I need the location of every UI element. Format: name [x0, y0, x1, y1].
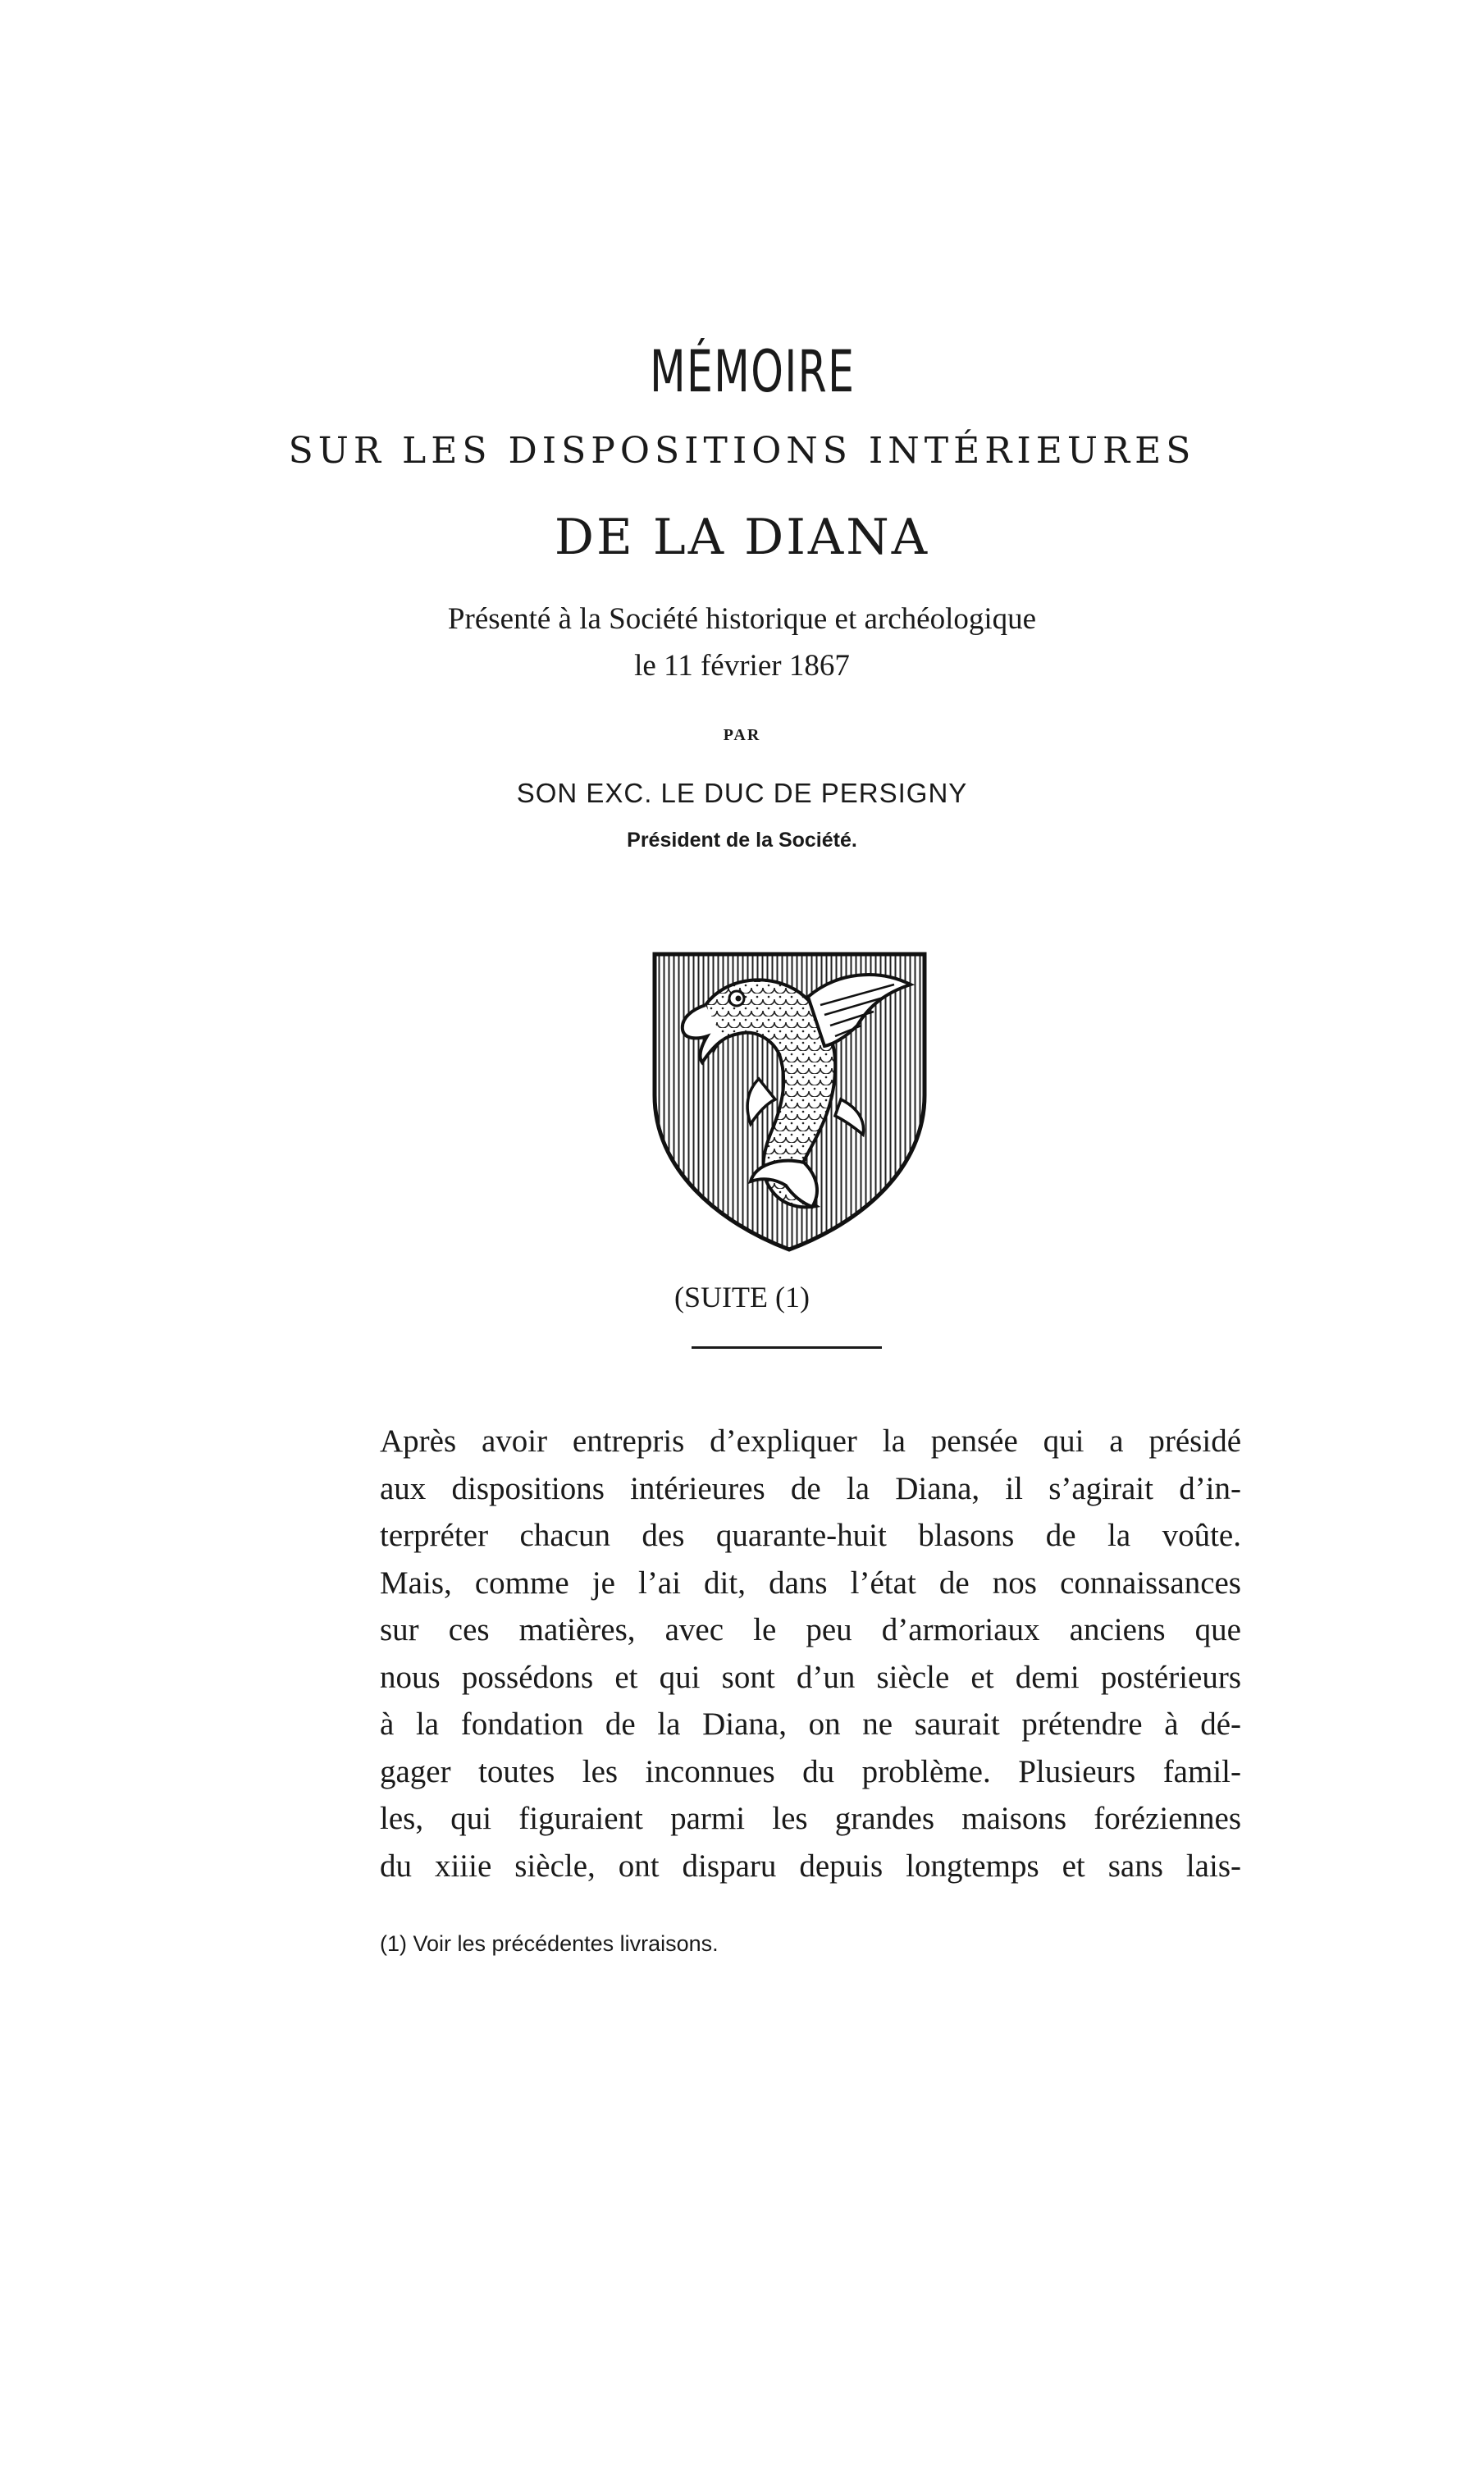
author-name: SON EXC. LE DUC DE PERSIGNY: [516, 778, 968, 808]
presentation-line: Présenté à la Société historique et archéologique: [447, 602, 1037, 636]
body-paragraph: [380, 1418, 1241, 1889]
body-line: nous possédons et qui sont d’un siècle et demi postérieurs: [380, 1659, 1241, 1695]
footnote-reference: (1): [775, 1281, 810, 1314]
body-line: à la fondation de la Diana, on ne saurait prétendre à dé-: [380, 1706, 1241, 1742]
body-line: aux dispositions intérieures de la Diana, il s’agirait d’in-: [380, 1470, 1241, 1506]
section-divider: [692, 1346, 882, 1349]
suite-word: SUITE: [684, 1281, 768, 1314]
suite-label: (SUITE (1): [674, 1281, 810, 1314]
body-line: les, qui figuraient parmi les grandes maisons foréziennes: [380, 1801, 1241, 1836]
by-label: PAR: [723, 726, 761, 744]
heraldic-shield-dolphin-icon: [648, 948, 931, 1255]
body-line: Mais, comme je l’ai dit, dans l’état de nos connaissances: [380, 1565, 1241, 1601]
body-line: sur ces matières, avec le peu d’armoriaux anciens que: [380, 1612, 1241, 1647]
presentation-date: le 11 février 1867: [634, 649, 850, 683]
body-line: terpréter chacun des quarante-huit blasons de la voûte.: [380, 1518, 1241, 1553]
page-subject: DE LA DIANA: [554, 509, 930, 566]
page-title: MÉMOIRE: [650, 338, 856, 405]
footnote: (1) Voir les précédentes livraisons.: [380, 1931, 719, 1956]
body-line: Après avoir entrepris d’expliquer la pensée qui a présidé: [380, 1423, 1241, 1459]
body-line: gager toutes les inconnues du problème. Plusieurs famil-: [380, 1753, 1241, 1789]
body-line: du xiiie siècle, ont disparu depuis longtemps et sans lais-: [380, 1848, 1241, 1884]
page-subtitle: SUR LES DISPOSITIONS INTÉRIEURES: [288, 430, 1196, 472]
author-role: Président de la Société.: [627, 829, 857, 852]
